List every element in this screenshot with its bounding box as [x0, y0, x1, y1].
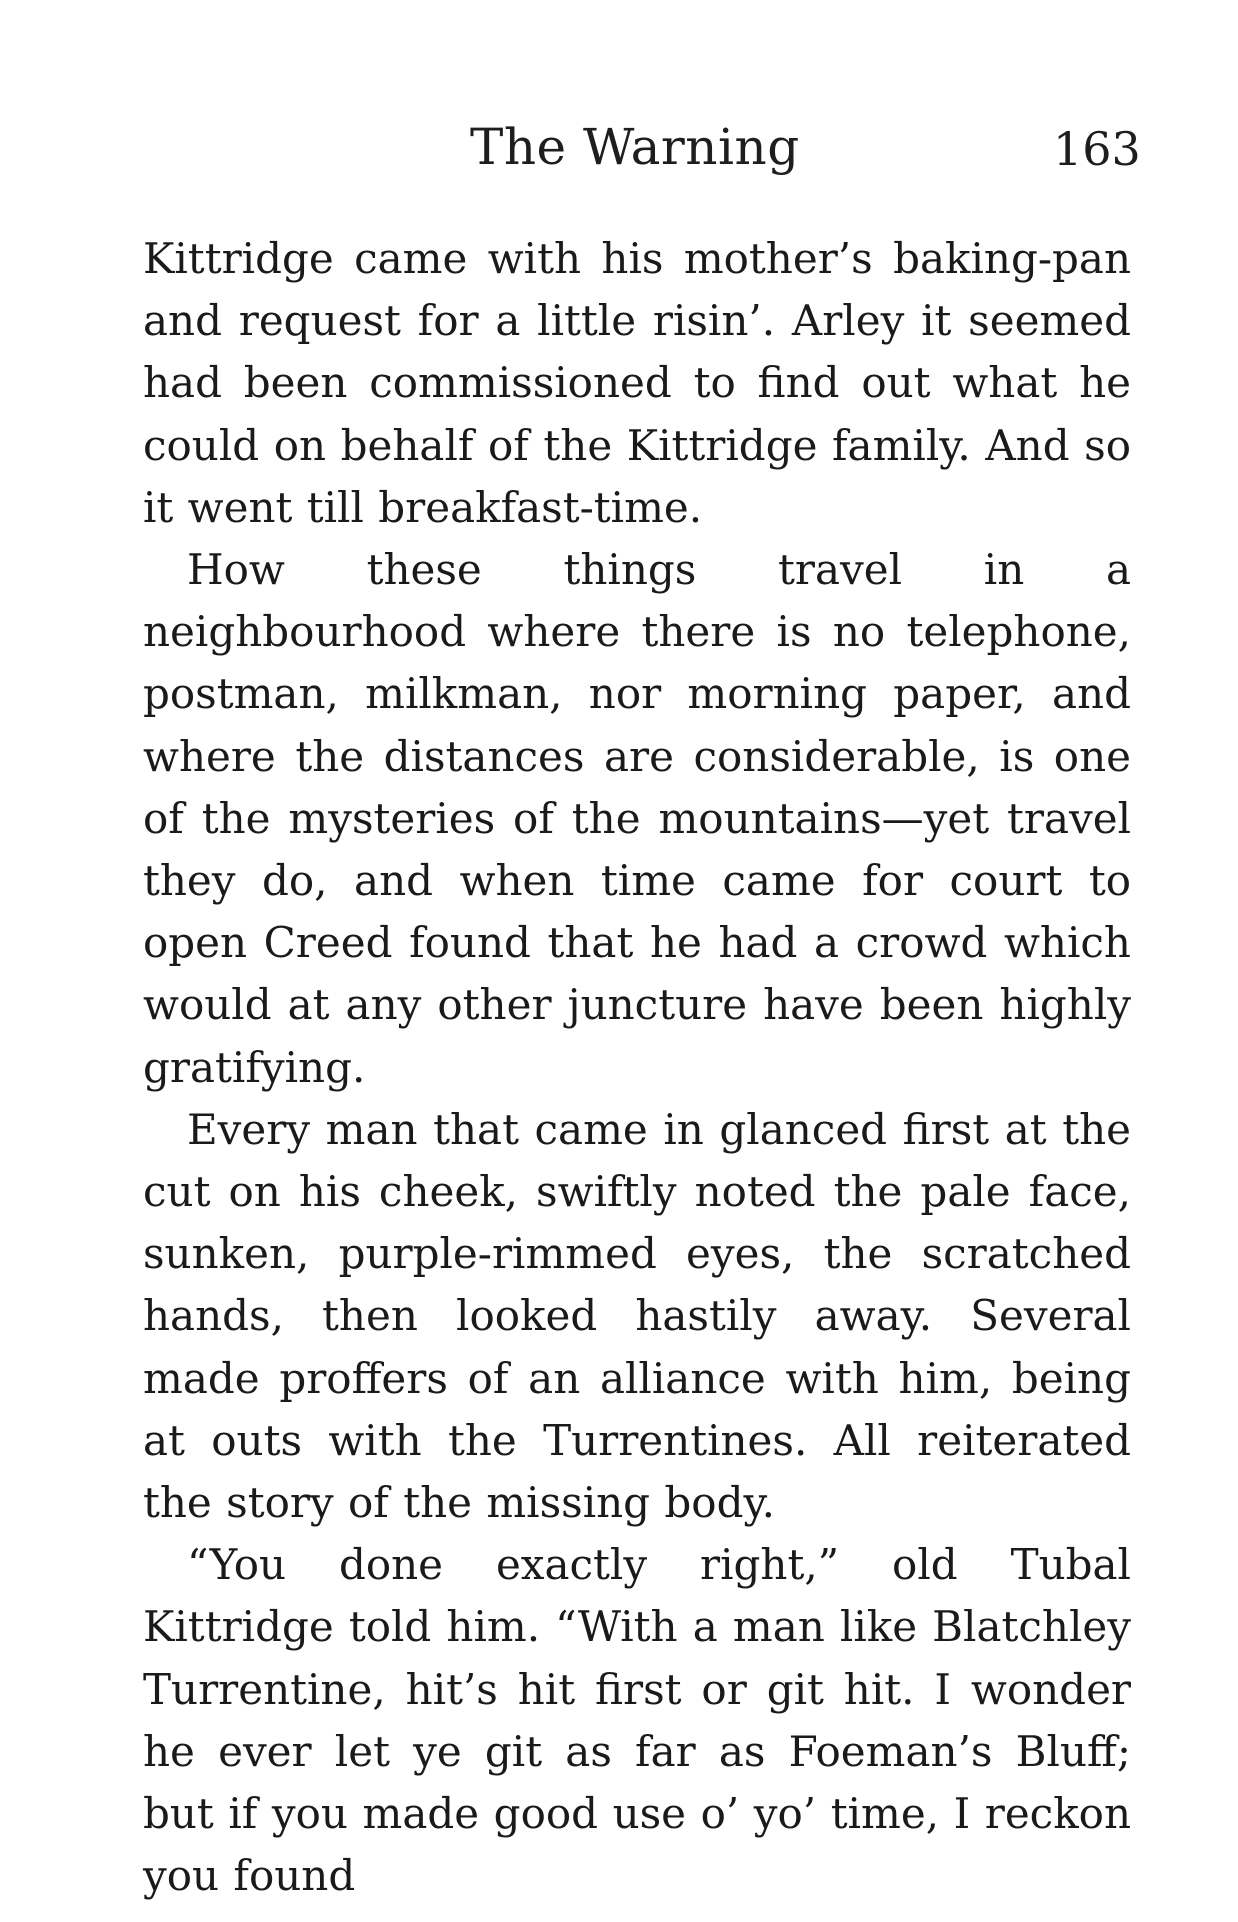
paragraph: Every man that came in glanced first at the cut on his cheek, swiftly noted the pale face, sunken, purple-rimmed eyes, the scratched hands, then looked hastily away. Several made proffers of an alliance with him, being at outs with the Turrentines. All reiterated the story of the missing body.	[143, 1104, 1131, 1528]
paragraph: “You done exactly right,” old Tubal Kittridge told him. “With a man like Blatchley Turrentine, hit’s hit first or git hit. I wonder he ever let ye git as far as Foeman’s Bluff; but if you made good use o’ yo’ time, I reckon you found	[143, 1540, 1131, 1901]
running-head	[0, 118, 1238, 188]
page-number: 163	[1053, 122, 1141, 176]
chapter-title: The Warning	[470, 118, 800, 176]
paragraph-continuation: Kittridge came with his mother’s baking-pan and request for a little risin’. Arley it seemed had been commissioned to find out what he could on behalf of the Kittridge family. And so it went till breakfast-time.	[143, 234, 1131, 532]
body-text	[143, 228, 1131, 1907]
paragraph: How these things travel in a neighbourhood where there is no telephone, postman, milkman, nor morning paper, and where the distances are considerable, is one of the mysteries of the mountains—yet travel they do, and when time came for court to open Creed found that he had a crowd which would at any other juncture have been highly gratifying.	[143, 545, 1131, 1092]
